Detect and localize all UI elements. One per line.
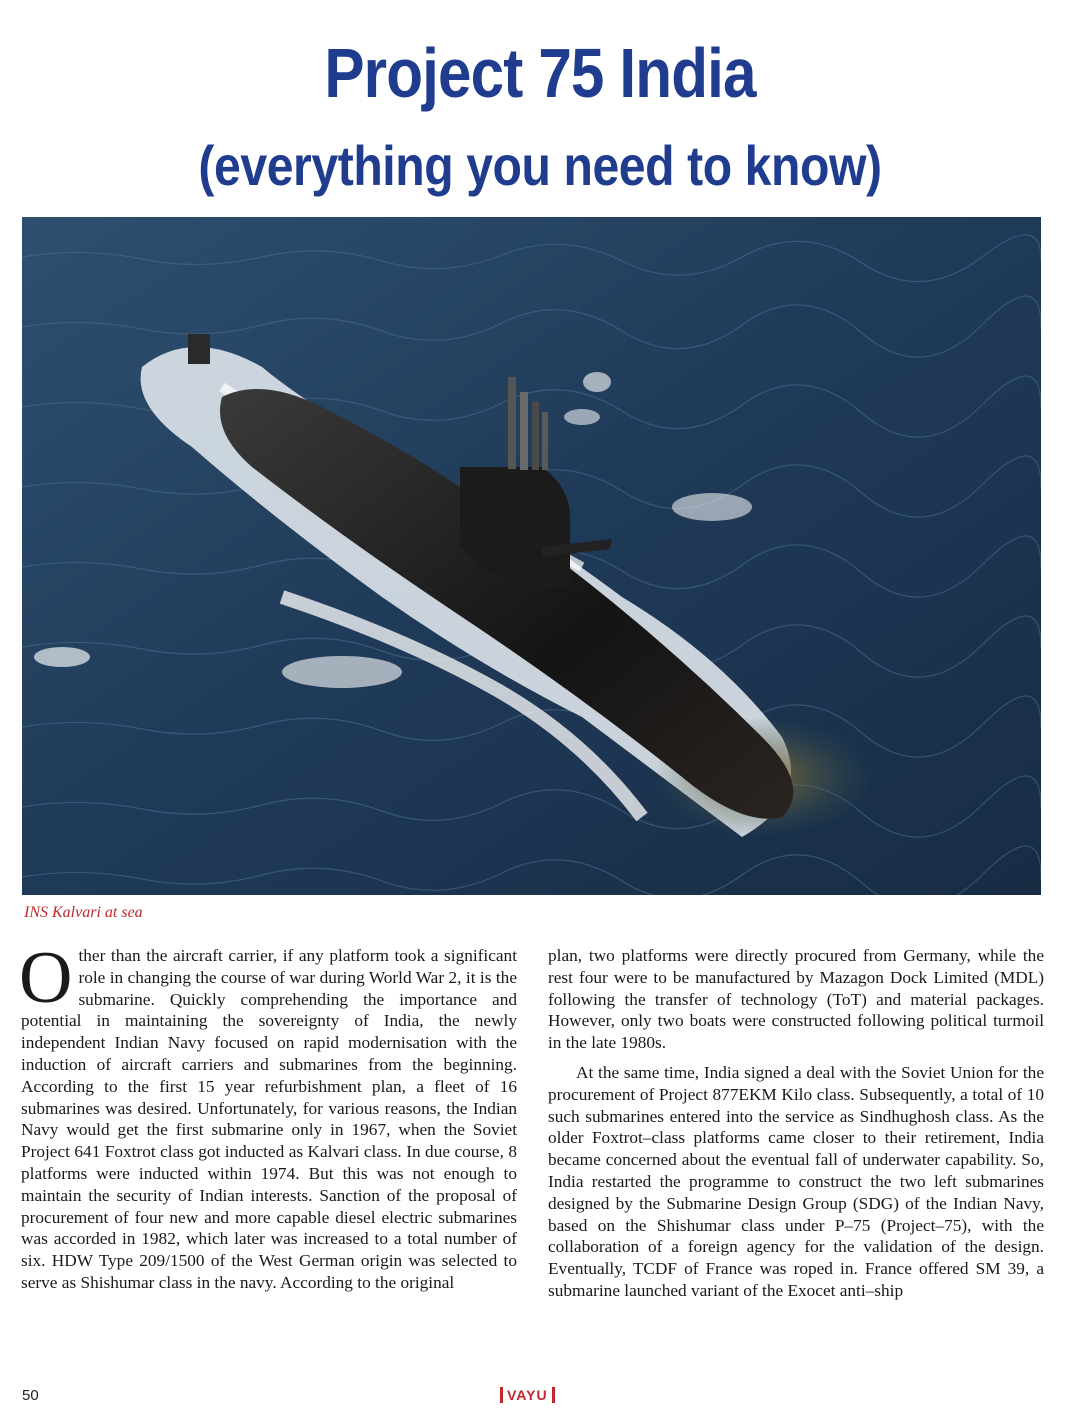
article-paragraph: At the same time, India signed a deal with the Soviet Union for the procurement of Project 877EKM Kilo class. Subsequently, a total of 10 such submarines entered into the service as Sindhughosh class. As the older Foxtrot–class platforms came closer to their retirement, India became concerned about the eventual fall of underwater capability. So, India restarted the programme to construct the two left submarines designed by the Submarine Design Group (SDG) of the Indian Navy, based on the Shishumar class under P–75 (Project–75), with the collaboration of a foreign agency for the validation of the design. Eventually, TCDF of France was roped in. France offered SM 39, a submarine launched variant of the Exocet anti–ship xyxy=(548,1062,1044,1300)
article-paragraph xyxy=(19,937,517,1294)
article-paragraph: plan, two platforms were directly procured from Germany, while the rest four were to be manufactured by Mazagon Dock Limited (MDL) following the transfer of technology (ToT) and material packages. However, only two boats were constructed following political turmoil in the late 1980s. xyxy=(548,946,1044,1053)
article-column-left xyxy=(19,937,517,1294)
paragraph-text: ther than the aircraft carrier, if any platform took a significant role in changing the course of war during World War 2, it is the submarine. Quickly comprehending the importance and potential in maintaining the sovereignty of India, the newly independent Indian Navy focused on rapid modernisation with the induction of aircraft carriers and submarines from the beginning. According to the first 15 year refurbishment plan, a fleet of 16 submarines was desired. Unfortunately, for various reasons, the Indian Navy would get the first submarine only in 1967, when the Soviet Project 641 Foxtrot class got inducted as Kalvari class. In due course, 8 platforms were inducted within 1974. But this was not enough to maintain the security of Indian interests. Sanction of the proposal of procurement of four new and more capable diesel electric submarines was accorded in 1982, which later was increased to a total number of six. HDW Type 209/1500 of the West German origin was selected to serve as Shishumar class in the navy. According to the original xyxy=(21,946,517,1292)
photo-caption: INS Kalvari at sea xyxy=(24,904,143,921)
submarine-photo xyxy=(22,217,1041,895)
drop-cap: O xyxy=(19,937,73,1019)
page-number: 50 xyxy=(22,1387,39,1404)
article-subtitle: (everything you need to know) xyxy=(198,134,882,197)
brand-bar-right xyxy=(552,1387,555,1403)
brand-name: VAYU xyxy=(507,1387,548,1403)
article-column-right xyxy=(548,945,1044,1302)
magazine-brand xyxy=(500,1386,555,1404)
article-title: Project 75 India xyxy=(324,34,756,112)
